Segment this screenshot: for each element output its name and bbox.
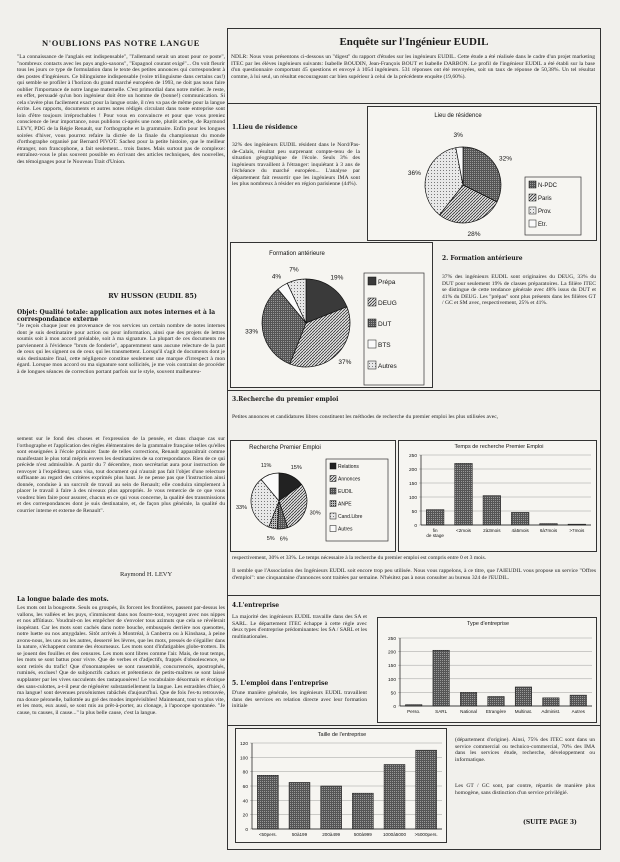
y-tick-label: 0: [393, 705, 396, 710]
divider: [228, 725, 600, 726]
legend-swatch: [368, 298, 376, 306]
y-tick-label: 50: [411, 510, 417, 515]
enquete-title: Enquête sur l'Ingénieur EUDIL: [339, 36, 489, 48]
x-tick-label: >7mois: [569, 528, 585, 533]
legend-swatch: [330, 526, 336, 532]
pie-label: 19%: [330, 274, 344, 282]
objet-text: "Je reçois chaque jour en provenance de vos services un certain nombre de notes internes dont je suis destinataire pour action ou pour information, ainsi que des projets de lettres soumis soit à mon accord préalable, soit à ma signature. La plupart de ces documents me parviennent à l'évidence "bruts de fonderie", apparemment sans aucune relecture de la part de ceux qui les signent ou de ceux qui les transmettent. Lorsqu'il s'agit de documents dont je suis destinataire final, cette négligence constitue seulement une marque d'irrespect à mon égard. Lorsque mon accord ou ma signature sont sollicités, je me vois contraint de procéder à de longues séances de correction portant parfois sur le style, souvent malheureu-: [17, 323, 225, 375]
s4-text: La majorité des ingénieurs EUDIL travaille dans des SA et SARL. Le département ITEC échappe à cette règle avec deux types d'entreprise prédominantes: les SA / SARL et les multinationales.: [232, 614, 367, 640]
legend-swatch: [368, 340, 376, 348]
y-tick-label: 150: [387, 664, 396, 670]
balade-title: La longue balade des mots.: [17, 596, 109, 603]
y-tick-label: 120: [239, 742, 248, 747]
legend-swatch: [368, 319, 376, 327]
bar: [511, 512, 529, 525]
pie-label: 28%: [467, 230, 481, 238]
pie-label: 37%: [338, 358, 352, 366]
y-tick-label: 50: [390, 691, 396, 697]
temps-chart: [398, 440, 597, 552]
bar: [540, 524, 558, 525]
legend-swatch: [529, 220, 536, 227]
divider: [228, 595, 600, 596]
y-tick-label: 0: [245, 828, 248, 833]
bar: [257, 775, 278, 829]
bar: [384, 765, 405, 830]
suite-page-3: (SUITE PAGE 3): [523, 819, 577, 826]
pie-label: 33%: [245, 328, 259, 336]
s1-text: 32% des ingénieurs EUDIL résident dans le Nord/Pas-de-Calais, résultat peu surprenant compte-tenu de la situation géographique de l'école. Seuls 3% des ingénieurs travaillent à l'étranger: inquiétant à 3 ans de l'échéance du marché européen... L'analyse par département fait ressortir que les ingénieurs IMA sont les plus nombreux à résider en région parisienne (44%).: [232, 142, 360, 188]
legend-swatch: [368, 277, 376, 285]
x-tick-label: National: [460, 709, 478, 714]
pie-label: 5%: [266, 536, 275, 543]
y-tick-label: 100: [408, 496, 417, 501]
langue-signature: RV HUSSON (EUDIL 85): [108, 292, 197, 300]
legend-label: EUDIL: [338, 489, 353, 495]
x-tick-label: 4à5mois: [511, 528, 529, 533]
bar: [352, 793, 373, 829]
x-tick-label: Multinat.: [514, 709, 533, 714]
bar: [568, 524, 586, 525]
y-tick-label: 80: [242, 770, 248, 776]
x-tick-label: 2à3mois: [483, 528, 501, 533]
legend-swatch: [368, 361, 376, 369]
chart-title: Formation antérieure: [269, 251, 325, 257]
residence-pie-chart: [368, 107, 596, 240]
chart-title: Lieu de résidence: [434, 113, 482, 119]
x-tick-label: 200à499: [322, 832, 341, 837]
y-tick-label: 250: [387, 637, 396, 642]
legend-label: Autres: [338, 526, 353, 533]
objet-text-continued: sement sur le fond des choses et l'expression de la pensée, et dans chaque cas sur l'orthographe et l'application des règles élémentaires de la grammaire française telles qu'elles sont enseignées à l'école primaire: faute de telles corrections, Renault apparaîtrait comme manifestant le plus total mépris envers les destinataires de sa correspondance. Rien de ce qui précède n'est admissible. A partir du 7 décembre, mon secrétariat aura pour instruction de renvoyer à l'expéditeur, sans visa, tout document qui n'aurait pas fait l'objet d'une relecture suffisante au regard des critères exprimés plus haut. Je ne pense pas que l'instruction ainsi donnée, conduise à un surcroît de travail au sein de Renault; elle conduira simplement à placer le travail à faire à des niveaux plus appropriés. Je vous remercie de ce que vous voudrez bien faire pour assurer, chacun en ce qui vous concerne, la qualité des transmissions et des correspondances dont je suis destinataire, et, de façon plus générale, la qualité du courrier interne et externe de Renault".: [17, 436, 225, 515]
bar: [433, 650, 449, 706]
s4-title: 4.L'entreprise: [232, 602, 280, 609]
legend-swatch: [330, 463, 336, 469]
x-tick-label: 1000à5000: [383, 832, 406, 837]
bar: [416, 750, 437, 829]
s5-text2: (département d'origine). Ainsi, 75% des ITEC sont dans un service commercial ou technico-commercial, 70% des IMA dans les services étude, recherche, développement ou informatique.: [455, 737, 595, 763]
s2-title: 2. Formation antérieure: [442, 255, 523, 262]
y-tick-label: 200: [408, 468, 417, 473]
pie-label: 7%: [289, 266, 299, 274]
s3-text3: Il semble que l'Association des Ingénieurs EUDIL soit encore trop peu utilisée. Nous vous rappelons, à ce titre, que l'AIEUDIL vous propose un service "Offres d'emploi": une cinquantaine d'annonces sont traitées par semaine. N'hésitez pas à nous consulter au bureau 324 de l'EUDIL.: [232, 568, 596, 581]
x-tick-label: Perso.: [407, 709, 421, 714]
pie-label: 36%: [407, 170, 421, 178]
y-tick-label: 40: [242, 799, 248, 805]
y-tick-label: 60: [242, 785, 248, 790]
y-tick-label: 250: [408, 454, 417, 459]
divider: [228, 390, 600, 391]
s3-text2: respectivement, 30% et 33%. Le temps nécessaire à la recherche du premier emploi est compris entre 0 et 3 mois.: [232, 555, 487, 561]
legend-label: Cand.Libre: [338, 514, 363, 520]
formation-pie-chart: [231, 243, 432, 387]
chart-title: Taille de l'entreprise: [317, 732, 367, 738]
legend-swatch: [330, 501, 336, 507]
bar: [426, 510, 444, 525]
x-tick-label: <2mois: [456, 528, 471, 533]
taille-chart: [235, 728, 447, 843]
langue-title: N'OUBLIONS PAS NOTRE LANGUE: [42, 38, 200, 48]
chart-title: Recherche Premier Emploi: [249, 445, 321, 451]
legend-label: N-PDC: [538, 183, 557, 189]
bar: [405, 705, 421, 706]
y-tick-label: 200: [387, 650, 396, 656]
legend-label: BTS: [378, 342, 391, 349]
x-tick-label: fin: [432, 528, 438, 533]
chart-title: Temps de recherche Premier Emploi: [454, 444, 544, 450]
legend-label: Annonces: [338, 476, 361, 483]
legend-swatch: [529, 194, 536, 201]
enquete-intro: NDLR: Nous vous présentons ci-dessous un "digest" du rapport d'études sur les ingénieurs EUDIL. Cette étude a été réalisée dans le cadre d'un projet marketing ITEC par les élèves ingénieurs suivants: Isabelle BOUDIN, Jean-François BOUT et Isabelle DARBON. Le profil de l'ingénieur EUDIL a été établi sur la base d'un questionnaire comportant 45 questions et envoyé à 1054 ingénieurs. 531 réponses ont été renvoyées, soit un taux de réponse de 50,38%. Un tel résultat comme, à lui seul, un résultat encourageant car bien supérieur à celui de la précédente enquête (19,60%).: [231, 54, 595, 80]
legend-label: Etr.: [538, 222, 548, 228]
x-tick-label: 500à999: [353, 832, 372, 837]
legend-label: Relations: [338, 464, 359, 470]
legend-swatch: [330, 476, 336, 482]
s5-title: 5. L'emploi dans l'entreprise: [232, 680, 329, 687]
pie-label: 30%: [309, 510, 321, 517]
bar: [460, 692, 476, 706]
bar: [515, 687, 531, 706]
recherche-chart: [230, 440, 396, 552]
s3-title: 3.Recherche du premier emploi: [232, 396, 339, 403]
residence-chart: [367, 106, 597, 241]
pie-label: 32%: [498, 155, 512, 163]
y-tick-label: 0: [414, 524, 417, 529]
legend-swatch: [330, 488, 336, 494]
pie-label: 6%: [279, 536, 288, 543]
x-tick-label: SARL: [435, 709, 448, 714]
pie-label: 4%: [271, 273, 282, 281]
s5-text: D'une manière générale, les ingénieurs EUDIL travaillent dans des services en relation directe avec leur formation initiale: [232, 690, 367, 710]
legend-swatch: [529, 207, 536, 214]
x-tick-label: <50pers.: [258, 832, 277, 837]
x-tick-label: Autres: [571, 709, 585, 714]
s5-text3: Les GT / GC sont, par contre, répartis de manière plus homogène, sans distinction d'un service privilégié.: [455, 783, 595, 796]
bar: [289, 782, 310, 829]
taille-bar-chart: [236, 729, 446, 842]
formation-chart: [230, 242, 433, 388]
pie-label: 3%: [453, 132, 463, 140]
legend-label: DUT: [378, 321, 392, 328]
bar: [488, 696, 504, 706]
levy-signature: Raymond H. LEVY: [120, 571, 173, 578]
pie-label: 15%: [290, 465, 302, 472]
bar: [321, 786, 342, 829]
pie-label: 11%: [260, 463, 272, 470]
x-tick-label: Etrangère: [485, 709, 507, 714]
bar: [455, 463, 473, 525]
s3-text: Petites annonces et candidatures libres constituent les méthodes de recherche du premier emploi les plus utilisées avec,: [232, 414, 499, 420]
bar: [570, 695, 586, 706]
temps-bar-chart: [399, 441, 596, 551]
y-tick-label: 100: [387, 677, 396, 683]
bar: [543, 698, 559, 706]
chart-title: Type d'entreprise: [466, 621, 510, 627]
bar: [483, 496, 501, 525]
x-tick-label: de stage: [426, 533, 444, 538]
type-entreprise-chart: [377, 617, 597, 723]
legend-label: Prépa: [378, 279, 396, 286]
pie-label: 33%: [235, 504, 247, 511]
langue-text: "La connaissance de l'anglais est indispensable", "l'allemand serait un atout pour ce poste", "nombreux contacts avec les pays anglo-saxons", "Espagnol courant exigé"... On voit fleurir tous les jours ce type de formulation dans le texte des petites annonces qui correspondent à des postes d'ingénieurs. Ce bilinguisme indispensable (voire trilinguisme dans certains cas!) qui semble se profiler à l'horizon du grand marché européen de 1993, ne doit pas nous faire oublier l'importance de notre langue maternelle. C'est primordial dans notre métier. Je reste, en effet, persuadé qu'un bon ingénieur doit être un homme de (bonne!) communication. Si cela s'avère plus facilement exact pour la langue orale, il n'en va pas de même pour la langue écrite. Les rapports, documents et autres notes rédigés circulant dans toute entreprise sont loin d'être toujours irréprochables ! Pour vous en convaincre et pour que vous preniez conscience de leur importance, nous publions ci-après une note, plutôt acerbe, de Raymond LEVY, PDG de la Régie Renault, sur l'orthographe et la grammaire. Enfin pour les longues soirées d'hiver, vous pourrez refaire la dictée de la finale du championnat du monde d'orthographe organisé par Bernard PIVOT. Sachez pour la petite histoire, que le meilleur étranger, non francophone, a fait seulement... trois fautes. Mais surtout pas de complexe: entraînez-vous le plus souvent possible en écrivant des articles techniques, des nouvelles, des témoignages pour le Nouveau Trait d'Union.: [17, 54, 225, 165]
legend-label: DEUG: [378, 300, 397, 307]
x-tick-label: >5000pers.: [414, 832, 438, 837]
divider: [228, 103, 600, 104]
legend-label: Prov.: [538, 209, 552, 215]
type-entreprise-bar-chart: [378, 618, 596, 722]
legend-label: Paris: [538, 196, 552, 202]
recherche-pie-chart: [231, 441, 395, 551]
legend-label: ANPE: [338, 501, 352, 508]
x-tick-label: 50à199: [291, 832, 308, 837]
s2-text: 37% des ingénieurs EUDIL sont originaires du DEUG, 33% du DUT pour seulement 19% de classes préparatoires. La filière ITEC se distingue de cette tendance générale avec 48% issus du DUT et 41% du DEUG. Les "prépas" sont plus présents dans les filières GT / GC et SM avec, respectivement, 25% et 41%.: [442, 274, 596, 307]
y-tick-label: 100: [239, 756, 248, 762]
y-tick-label: 20: [242, 813, 248, 819]
legend-swatch: [529, 181, 536, 188]
x-tick-label: 6à7mois: [539, 528, 558, 533]
s1-title: 1.Lieu de résidence: [232, 124, 298, 131]
legend-swatch: [330, 513, 336, 519]
legend-label: Autres: [378, 363, 397, 370]
y-tick-label: 150: [408, 482, 417, 487]
x-tick-label: Administ.: [541, 709, 561, 714]
objet-title: Objet: Qualité totale: application aux notes internes et à la correspondance externe: [17, 309, 216, 323]
balade-text: Les mots ont la bougeotte. Seuls ou groupés, ils forcent les frontières, passent par-dessus les vallons, les vallées et les puys, s'immiscent dans nos fourre-tout, voyagent avec nos nippes et nos affûtiaux. Voudrait-on les empêcher de s'envoler tous azimuts que cela se révélerait inopérant. Car les mots sont cachés dans notre bouche, embusqués derrière nos quenottes, notre luette ou nos amygdales. Sitôt arrivés à Montréal, à Canberra ou à Kinshasa, à peine avons-nous, les uns ou les autres, desserré les lèvres, que les mots, pressés de s'égailler dans la nature, s'échappent comme des étourneaux. Les mots sont d'infatigables globe-trotters. Ils se jouent des fouilles et des censures. Les mots sont libres comme l'air. Mais, de tout temps, les mots se sont battus pour vivre. Que de verbes et d'adjectifs, frappés d'obsolescence, se sont retirés du trafic! Que d'onomatopées se sont rassemblé, concurrencés, apostrophés, ruminés, exclues! Que de subjonctifs caducs et prétentieux de petits-maîtres se sont laissé supplanter par les vives succulents des rastaquouères! Le vocabulaire désormais et érotique des sans-culottes, a-t-il peur de régénérer substantiellement la langue. Les estrasbles d'hier, ô ma langue! sont devenues proxénismes rabâchés d'aujourd'hui. Que de fois l'es-tu retrouvée, ma douce péronelle, ballottée au gré des modes imprévisibles! Maintenant, tout va plus vite, et les mots, eux aussi, se sont mis au prêt-à-porter, au clonage, à l'apocope spontanée. "Je cause, tu causes, il cause..." la plus belle cause, c'est la langue.: [17, 605, 225, 716]
